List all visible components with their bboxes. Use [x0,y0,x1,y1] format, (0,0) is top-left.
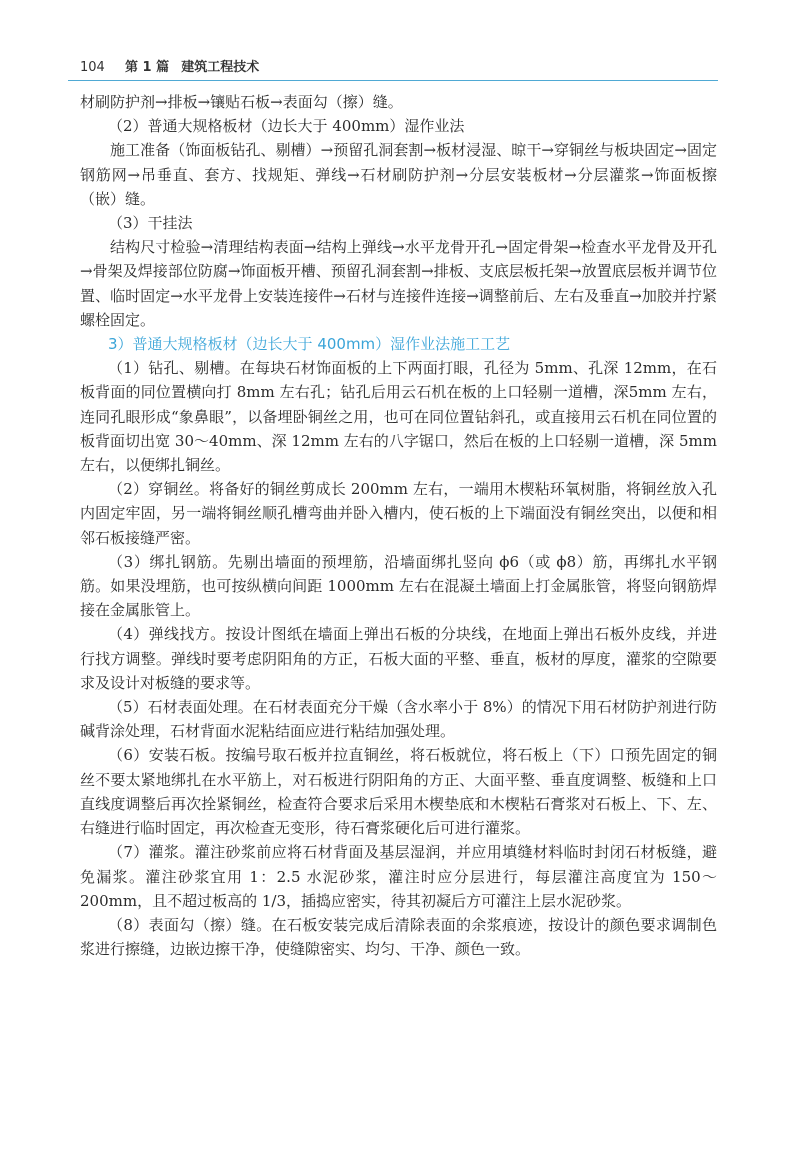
wet-method-heading: （2）普通大规格板材（边长大于 400mm）湿作业法 [108,117,465,136]
step-paragraph: （4）弹线找方。按设计图纸在墙面上弹出石板的分块线，在地面上弹出石板外皮线，并进行找方调整。弹线时要考虑阴阳角的方正，石板大面的平整、垂直，板材的厚度，灌浆的空隙要求及设计对板缝的要求等。 [80,625,717,692]
step-paragraph: （6）安装石板。按编号取石板并拉直铜丝，将石板就位，将石板上（下）口预先固定的铜丝不要太紧地绑扎在水平筋上，对石板进行阴阳角的方正、大面平整、垂直度调整、板缝和上口直线度调整后再次拴紧铜丝，检查符合要求后采用木楔垫底和木楔粘石膏浆对石板上、下、左、右缝进行临时固定，再次检查无变形，待石膏浆硬化后可进行灌浆。 [80,746,717,838]
section-title: 3）普通大规格板材（边长大于 400mm）湿作业法施工工艺 [108,335,511,354]
part-label: 第 1 篇 [124,60,170,75]
wet-method-body: 施工准备（饰面板钻孔、剔槽）→预留孔洞套割→板材浸湿、晾干→穿铜丝与板块固定→固定钢筋网→吊垂直、套方、找规矩、弹线→石材刷防护剂→分层安装板材→分层灌浆→饰面板擦（嵌）缝。 [80,141,717,208]
dry-method-body: 结构尺寸检验→清理结构表面→结构上弹线→水平龙骨开孔→固定骨架→检查水平龙骨及开孔→骨架及焊接部位防腐→饰面板开槽、预留孔洞套割→排板、支底层板托架→放置底层板并调节位置、临时固定→水平龙骨上安装连接件→石材与连接件连接→调整前后、左右及垂直→加胶并拧紧螺栓固定。 [80,238,717,329]
part-title: 建筑工程技术 [181,60,260,75]
dry-method-heading: （3）干挂法 [108,214,193,233]
continuation-text: 材刷防护剂→排板→镶贴石板→表面勾（擦）缝。 [80,93,403,111]
page-header [80,56,720,75]
step-paragraph: （7）灌浆。灌注砂浆前应将石材背面及基层湿润，并应用填缝材料临时封闭石材板缝，避免漏浆。灌注砂浆宜用 1：2.5 水泥砂浆，灌注时应分层进行，每层灌注高度宜为 150～200mm，且不超过板高的 1/3，插捣应密实，待其初凝后方可灌注上层水泥砂浆。 [80,843,717,910]
step-paragraph: （5）石材表面处理。在石材表面充分干燥（含水率小于 8%）的情况下用石材防护剂进行防碱背涂处理，石材背面水泥粘结面应进行粘结加强处理。 [80,698,717,741]
header-rule [68,80,718,81]
page-number: 104 [80,60,105,75]
step-paragraph: （2）穿铜丝。将备好的铜丝剪成长 200mm 左右，一端用木楔粘环氧树脂，将铜丝放入孔内固定牢固，另一端将铜丝顺孔槽弯曲并卧入槽内，使石板的上下端面没有铜丝突出，以便和相邻石板接缝严密。 [80,480,717,547]
step-paragraph: （8）表面勾（擦）缝。在石板安装完成后清除表面的余浆痕迹，按设计的颜色要求调制色浆进行擦缝，边嵌边擦干净，使缝隙密实、均匀、干净、颜色一致。 [80,915,717,959]
step-paragraph: （3）绑扎钢筋。先剔出墙面的预埋筋，沿墙面绑扎竖向 ϕ6（或 ϕ8）筋，再绑扎水平钢筋。如果没埋筋，也可按纵横向间距 1000mm 左右在混凝土墙面上打金属胀管，将竖向钢筋焊接在金属胀管上。 [80,552,717,620]
step-paragraph: （1）钻孔、剔槽。在每块石材饰面板的上下两面打眼，孔径为 5mm、孔深 12mm，在石板背面的同位置横向打 8mm 左右孔；钻孔后用云石机在板的上口轻剔一道槽，深5mm 左右，连同孔眼形成“象鼻眼”，以备埋卧铜丝之用，也可在同位置钻斜孔，或直接用云石机在同位置的板背面切出宽 30～40mm、深 12mm 左右的八字锯口，然后在板的上口轻剔一道槽，深 5mm 左右，以便绑扎铜丝。 [80,359,717,475]
page-body [80,90,717,961]
